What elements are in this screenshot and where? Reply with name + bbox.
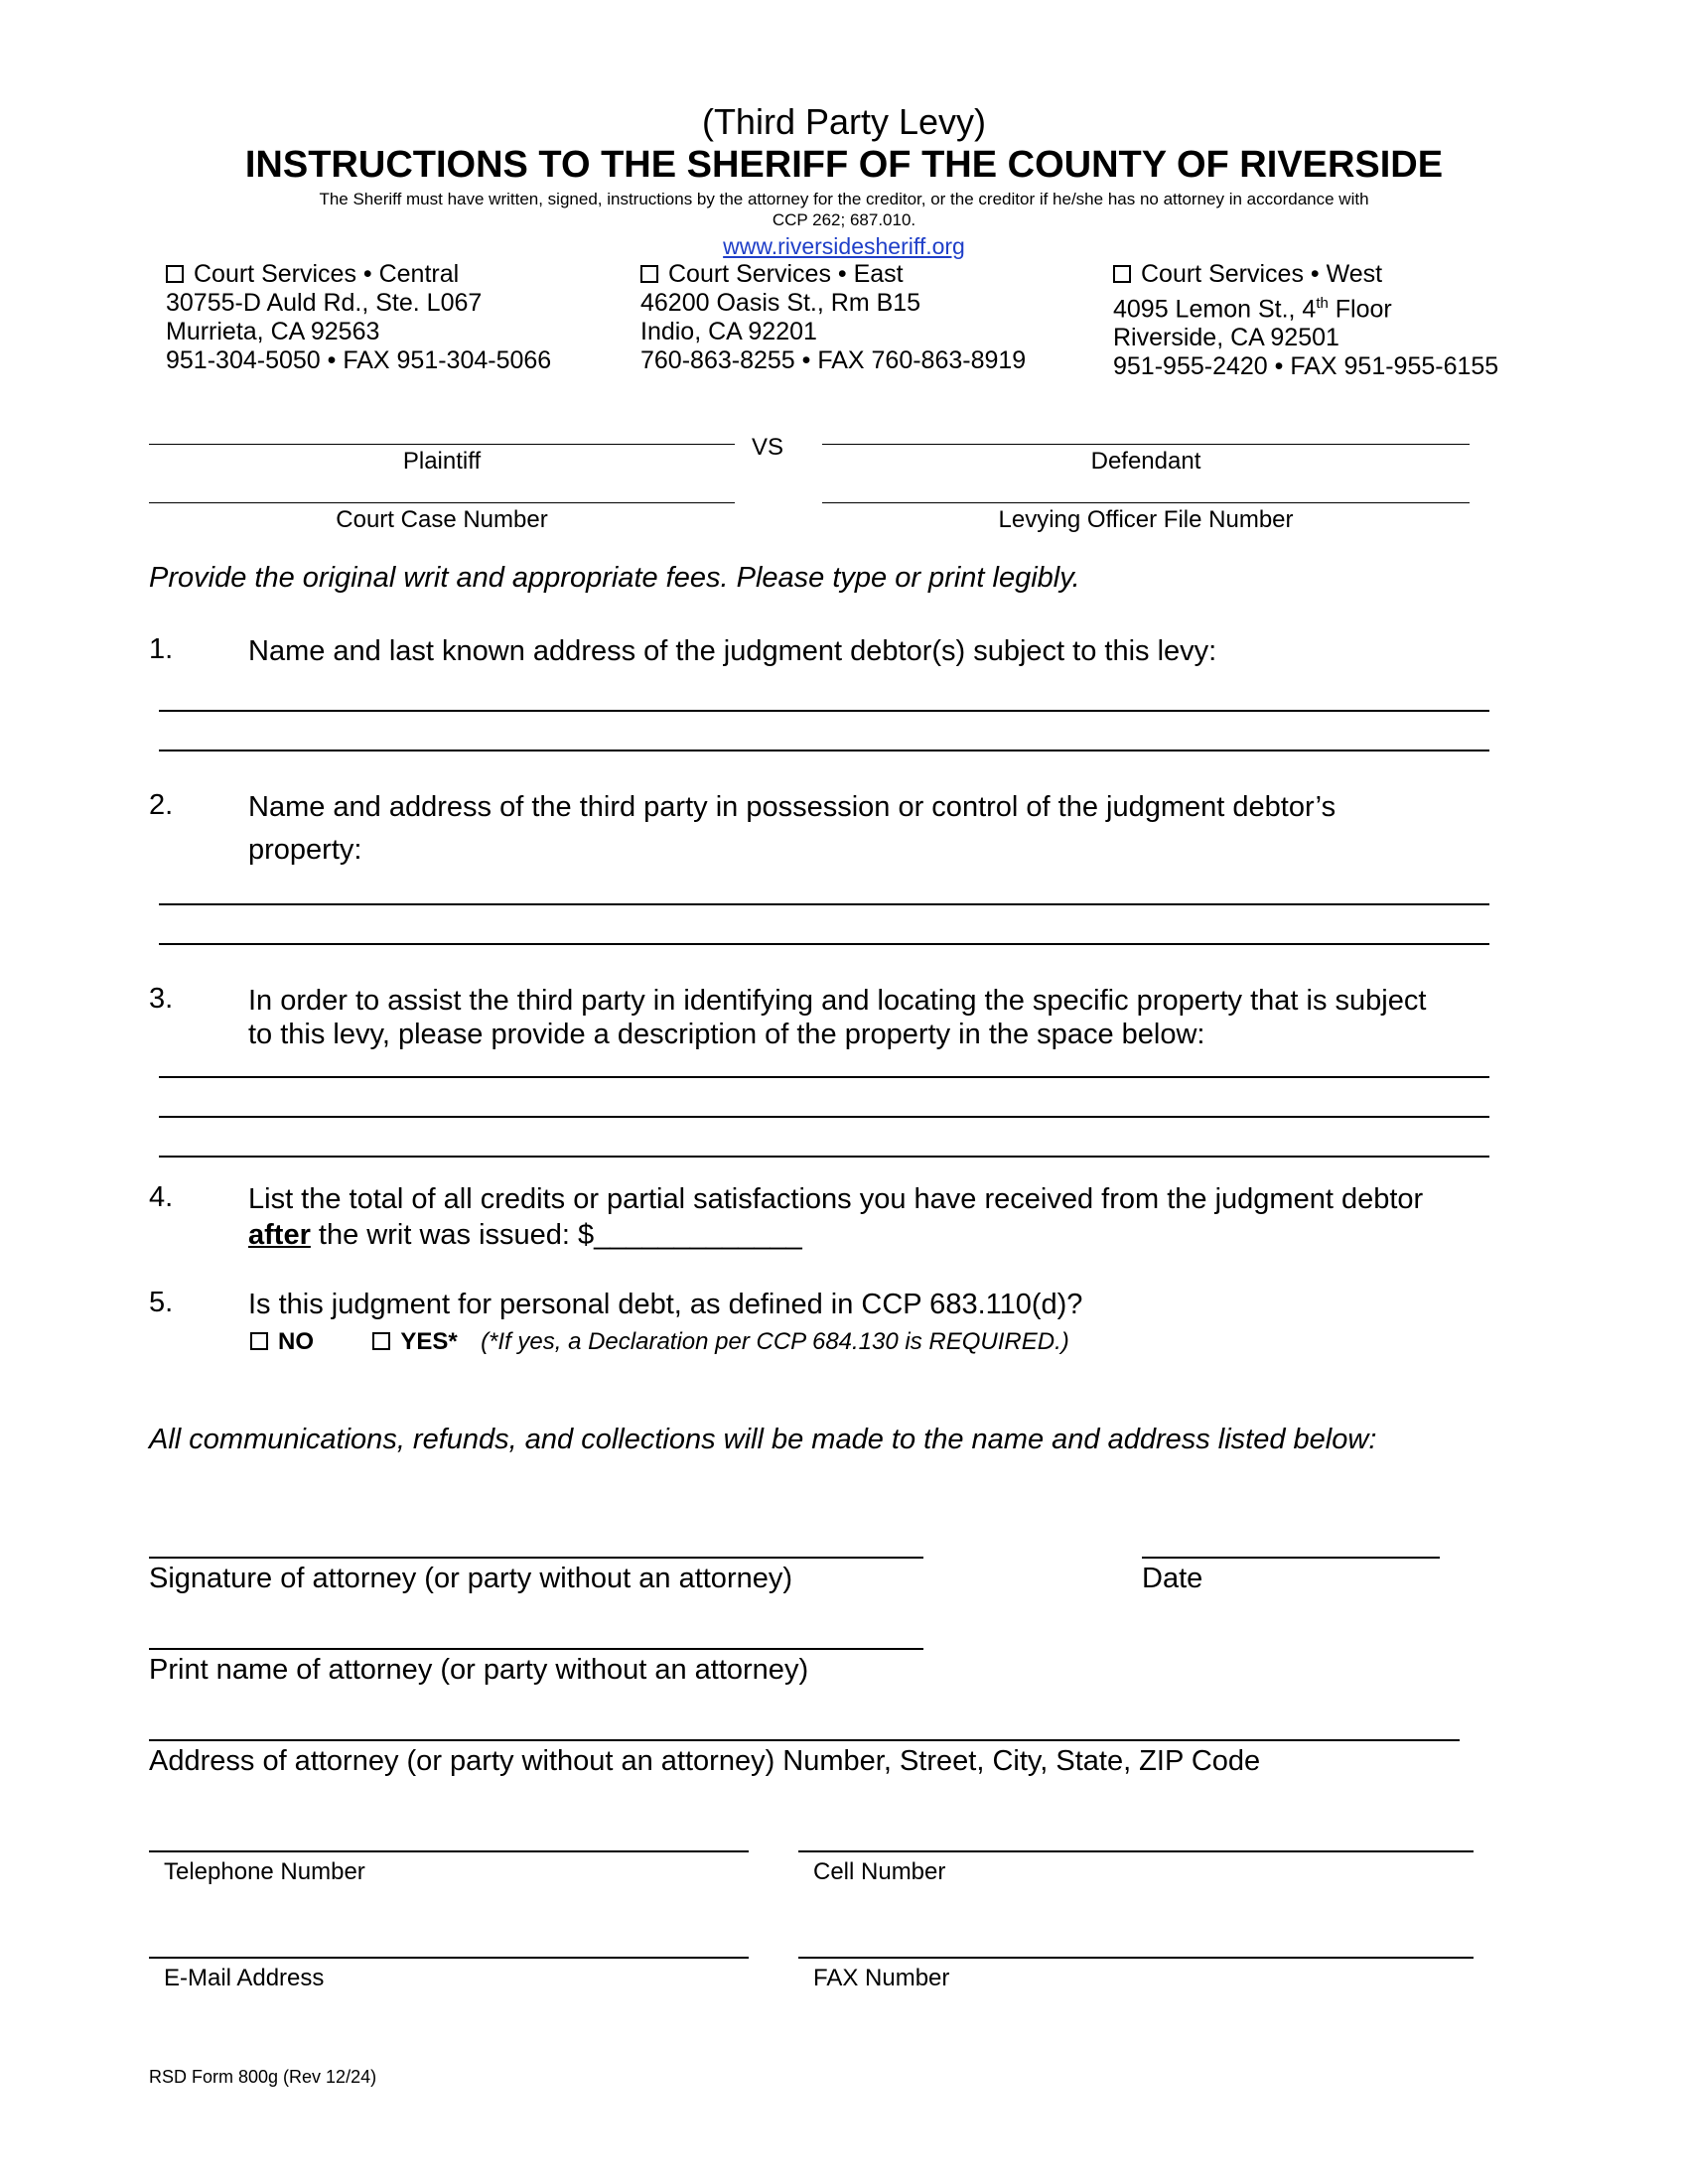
q3-answer-line-1[interactable] — [159, 1076, 1489, 1078]
form-title: INSTRUCTIONS TO THE SHERIFF OF THE COUNTY OF RIVERSIDE — [244, 144, 1444, 186]
q3-text-line1: In order to assist the third party in identifying and locating the specific property that is subject — [248, 985, 1427, 1017]
instructions-text: Provide the original writ and appropriate fees. Please type or print legibly. — [149, 562, 1080, 594]
q1-number: 1. — [149, 633, 174, 665]
q4-number: 4. — [149, 1181, 174, 1213]
fax-label: FAX Number — [813, 1965, 950, 1991]
office-central — [166, 260, 551, 375]
defendant-label: Defendant — [1090, 448, 1201, 475]
office-central-name: Court Services • Central — [194, 260, 460, 288]
email-line[interactable] — [149, 1957, 749, 1959]
office-east — [640, 260, 1026, 375]
q2-number: 2. — [149, 789, 174, 821]
office-central-street: 30755-D Auld Rd., Ste. L067 — [166, 289, 483, 317]
address-line[interactable] — [149, 1739, 1460, 1741]
office-east-city: Indio, CA 92201 — [640, 318, 817, 345]
q2-answer-line-2[interactable] — [159, 943, 1489, 945]
form-number: RSD Form 800g (Rev 12/24) — [149, 2067, 377, 2087]
cell-line[interactable] — [798, 1850, 1474, 1852]
office-east-phone: 760-863-8255 • FAX 760-863-8919 — [640, 346, 1027, 374]
signature-label: Signature of attorney (or party without an attorney) — [149, 1563, 793, 1594]
office-central-checkbox[interactable] — [166, 265, 184, 283]
q4-text-line1: List the total of all credits or partial satisfactions you have received from the judgment debtor — [248, 1183, 1424, 1215]
office-west — [1113, 260, 1498, 381]
communications-text: All communications, refunds, and collections will be made to the name and address listed below: — [149, 1424, 1377, 1455]
telephone-line[interactable] — [149, 1850, 749, 1852]
office-west-checkbox[interactable] — [1113, 265, 1131, 283]
office-east-checkbox[interactable] — [640, 265, 658, 283]
office-central-phone: 951-304-5050 • FAX 951-304-5066 — [166, 346, 552, 374]
defendant-line[interactable] — [822, 444, 1470, 445]
q5-no-checkbox[interactable] — [250, 1332, 268, 1350]
email-label: E-Mail Address — [164, 1965, 325, 1991]
date-line[interactable] — [1142, 1557, 1440, 1559]
address-label: Address of attorney (or party without an attorney) Number, Street, City, State, ZIP Code — [149, 1745, 1261, 1777]
q3-answer-line-3[interactable] — [159, 1156, 1489, 1158]
case-number-label: Court Case Number — [336, 506, 548, 533]
print-name-label: Print name of attorney (or party without an attorney) — [149, 1654, 809, 1686]
q5-yes-label: YES* — [400, 1328, 458, 1355]
vs-label: VS — [752, 434, 784, 461]
legal-note-line1: The Sheriff must have written, signed, instructions by the attorney for the creditor, or the creditor if he/she has no attorney in accordance with — [319, 190, 1369, 208]
telephone-label: Telephone Number — [164, 1858, 365, 1885]
q2-text-line1: Name and address of the third party in possession or control of the judgment debtor’s — [248, 791, 1336, 823]
plaintiff-label: Plaintiff — [402, 448, 482, 475]
website-link[interactable]: www.riversidesheriff.org — [723, 233, 965, 259]
file-number-line[interactable] — [822, 502, 1470, 503]
q5-text: Is this judgment for personal debt, as defined in CCP 683.110(d)? — [248, 1289, 1083, 1320]
q3-number: 3. — [149, 983, 174, 1015]
case-number-line[interactable] — [149, 502, 735, 503]
plaintiff-line[interactable] — [149, 444, 735, 445]
file-number-label: Levying Officer File Number — [998, 506, 1294, 533]
legal-note-line2: CCP 262; 687.010. — [772, 210, 916, 229]
office-west-name: Court Services • West — [1141, 260, 1383, 288]
cell-label: Cell Number — [813, 1858, 946, 1885]
q5-yes-note: (*If yes, a Declaration per CCP 684.130 is REQUIRED.) — [481, 1328, 1069, 1355]
date-label: Date — [1142, 1563, 1203, 1594]
q2-answer-line-1[interactable] — [159, 903, 1489, 905]
form-subtitle: (Third Party Levy) — [701, 101, 987, 142]
q3-answer-line-2[interactable] — [159, 1116, 1489, 1118]
q3-text-line2: to this levy, please provide a description of the property in the space below: — [248, 1019, 1205, 1050]
q4-after-emphasis: after — [248, 1219, 311, 1251]
q4-text-line2 — [248, 1217, 802, 1253]
office-east-name: Court Services • East — [668, 260, 904, 288]
print-name-line[interactable] — [149, 1648, 923, 1650]
q5-options — [250, 1328, 1069, 1356]
office-west-street: 4095 Lemon St., 4th Floor — [1113, 295, 1392, 324]
q5-number: 5. — [149, 1287, 174, 1318]
q1-answer-line-1[interactable] — [159, 710, 1489, 712]
signature-line[interactable] — [149, 1557, 923, 1559]
office-west-phone: 951-955-2420 • FAX 951-955-6155 — [1113, 352, 1499, 381]
q1-answer-line-2[interactable] — [159, 750, 1489, 751]
q5-yes-checkbox[interactable] — [372, 1332, 390, 1350]
office-east-street: 46200 Oasis St., Rm B15 — [640, 289, 921, 317]
q1-text: Name and last known address of the judgment debtor(s) subject to this levy: — [248, 635, 1217, 667]
q2-text-line2: property: — [248, 834, 362, 866]
fax-line[interactable] — [798, 1957, 1474, 1959]
office-west-city: Riverside, CA 92501 — [1113, 324, 1339, 352]
q4-amount-field[interactable]: the writ was issued: $_____________ — [310, 1219, 802, 1251]
q5-no-label: NO — [278, 1328, 314, 1355]
office-central-city: Murrieta, CA 92563 — [166, 318, 380, 345]
